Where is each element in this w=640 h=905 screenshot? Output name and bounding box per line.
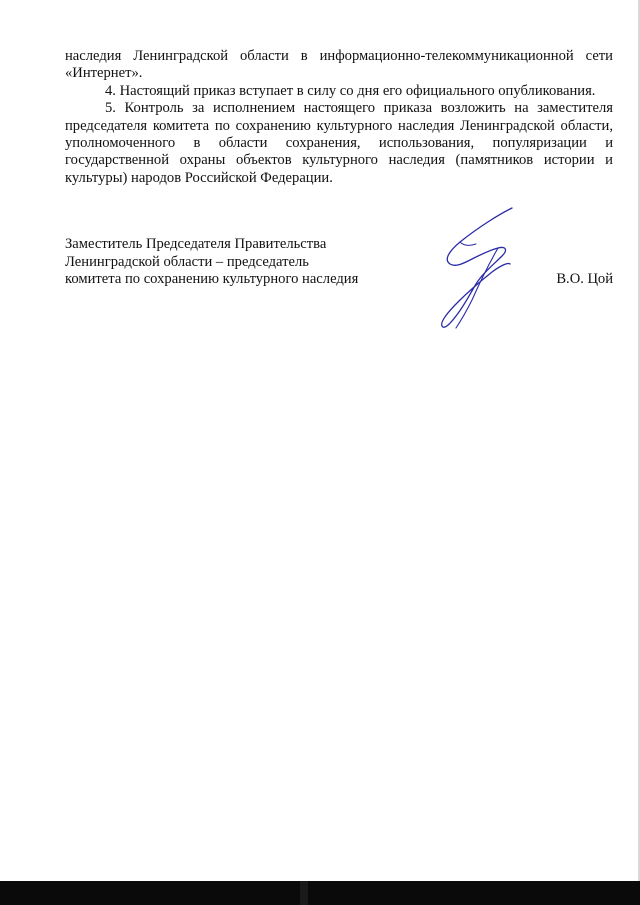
signer-position-line-3: комитета по сохранению культурного наследия bbox=[65, 271, 359, 288]
scan-edge-bottom bbox=[0, 881, 640, 905]
order-body-text bbox=[65, 48, 613, 187]
paragraph-continued: наследия Ленинградской области в информационно-телекоммуникационной сети «Интернет». bbox=[65, 48, 613, 82]
signer-position-line-1: Заместитель Председателя Правительства bbox=[65, 236, 327, 252]
scan-edge-bottom-gap bbox=[300, 881, 308, 905]
signer-name: В.О. Цой bbox=[556, 271, 613, 287]
handwritten-signature bbox=[430, 204, 530, 334]
paragraph-item-5: 5. Контроль за исполнением настоящего приказа возложить на заместителя председателя комитета по сохранению культурного наследия Ленинградской области, уполномоченного в области сохранения, использования, популяризации и государственной охраны объектов культурного наследия (памятников истории и культуры) народов Российской Федерации. bbox=[65, 100, 613, 186]
signer-position-line-2: Ленинградской области – председатель bbox=[65, 253, 309, 270]
paragraph-item-4: 4. Настоящий приказ вступает в силу со дня его официального опубликования. bbox=[105, 82, 596, 99]
signature-block bbox=[65, 236, 613, 289]
